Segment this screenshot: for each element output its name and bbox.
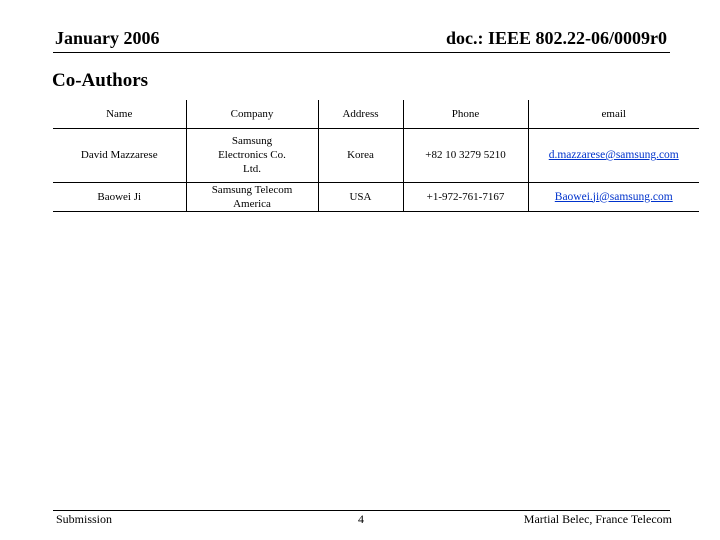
header-divider — [53, 52, 670, 53]
column-header-address: Address — [318, 100, 403, 128]
column-header-company: Company — [186, 100, 318, 128]
cell-phone: +82 10 3279 5210 — [403, 128, 528, 182]
header-doc-id: doc.: IEEE 802.22-06/0009r0 — [445, 28, 667, 48]
footer-author: Martial Belec, France Telecom — [523, 512, 672, 526]
cell-company-text: Samsung Telecom America — [211, 183, 293, 210]
cell-email — [528, 182, 699, 211]
cell-phone: +1-972-761-7167 — [403, 182, 528, 211]
email-link[interactable]: Baowei.ji@samsung.com — [554, 190, 673, 203]
footer-submission: Submission — [56, 512, 113, 526]
page-title: Co-Authors — [52, 70, 149, 91]
table-row — [53, 128, 699, 182]
table-row — [53, 182, 699, 211]
page-number: 4 — [358, 512, 364, 526]
co-authors-table — [53, 100, 699, 212]
column-header-phone: Phone — [403, 100, 528, 128]
column-header-name: Name — [53, 100, 186, 128]
email-link[interactable]: d.mazzarese@samsung.com — [548, 149, 679, 161]
header-date: January 2006 — [55, 28, 160, 48]
cell-company — [186, 128, 318, 182]
cell-company — [186, 182, 318, 211]
cell-address: Korea — [318, 128, 403, 182]
cell-name: David Mazzarese — [53, 128, 186, 182]
cell-company-text: Samsung Electronics Co. Ltd. — [218, 135, 286, 175]
cell-email — [528, 128, 699, 182]
cell-address: USA — [318, 182, 403, 211]
footer-divider — [53, 510, 670, 511]
column-header-email: email — [528, 100, 699, 128]
cell-name: Baowei Ji — [53, 182, 186, 211]
table-header-row — [53, 100, 699, 128]
